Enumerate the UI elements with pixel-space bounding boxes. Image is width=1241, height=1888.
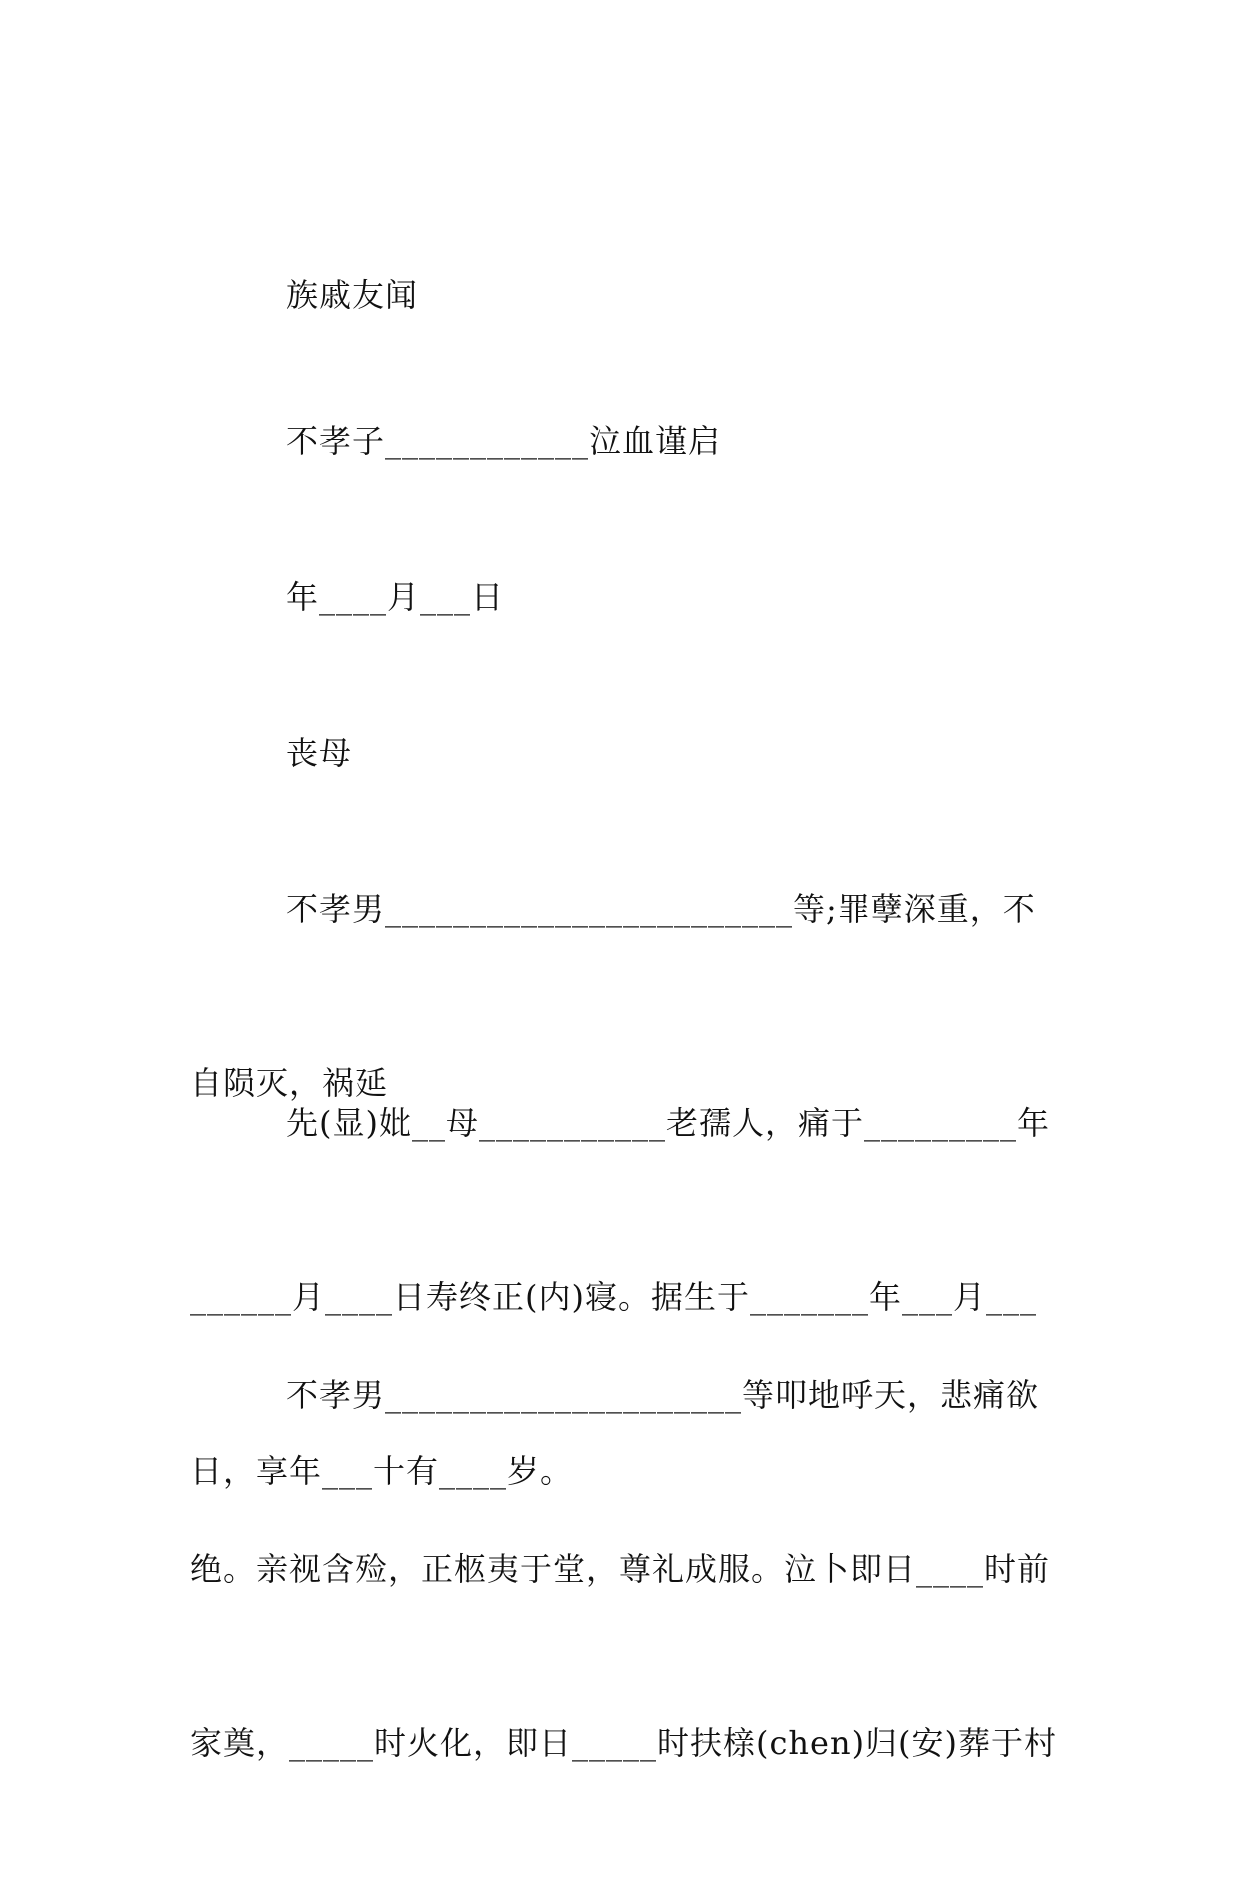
text-line: 先(显)妣__母___________老孺人，痛于_________年 xyxy=(286,1104,1050,1142)
text-line: 族戚友闻 xyxy=(286,276,419,314)
text-line: 丧母 xyxy=(286,734,353,772)
text-line: 自陨灭，祸延 xyxy=(190,1064,389,1102)
text-line: 日，享年___十有____岁。 xyxy=(190,1452,574,1490)
text-line: 绝。亲视含殓，正柩夷于堂，尊礼成服。泣卜即日____时前 xyxy=(190,1550,1051,1588)
paragraph-funeral xyxy=(190,1250,1058,1888)
text-line: 不孝子____________泣血谨启 xyxy=(286,422,722,460)
text-line: 不孝男_____________________等叩地呼天，悲痛欲 xyxy=(286,1376,1040,1414)
text-line: 年____月___日 xyxy=(286,578,505,616)
text-line: 家奠，_____时火化，即日_____时扶榇(chen)归(安)葬于村 xyxy=(190,1724,1058,1762)
text-line: 不孝男________________________等;罪孽深重，不 xyxy=(286,890,1036,928)
text-line: ______月____日寿终正(内)寝。据生于_______年___月___ xyxy=(190,1278,1037,1316)
